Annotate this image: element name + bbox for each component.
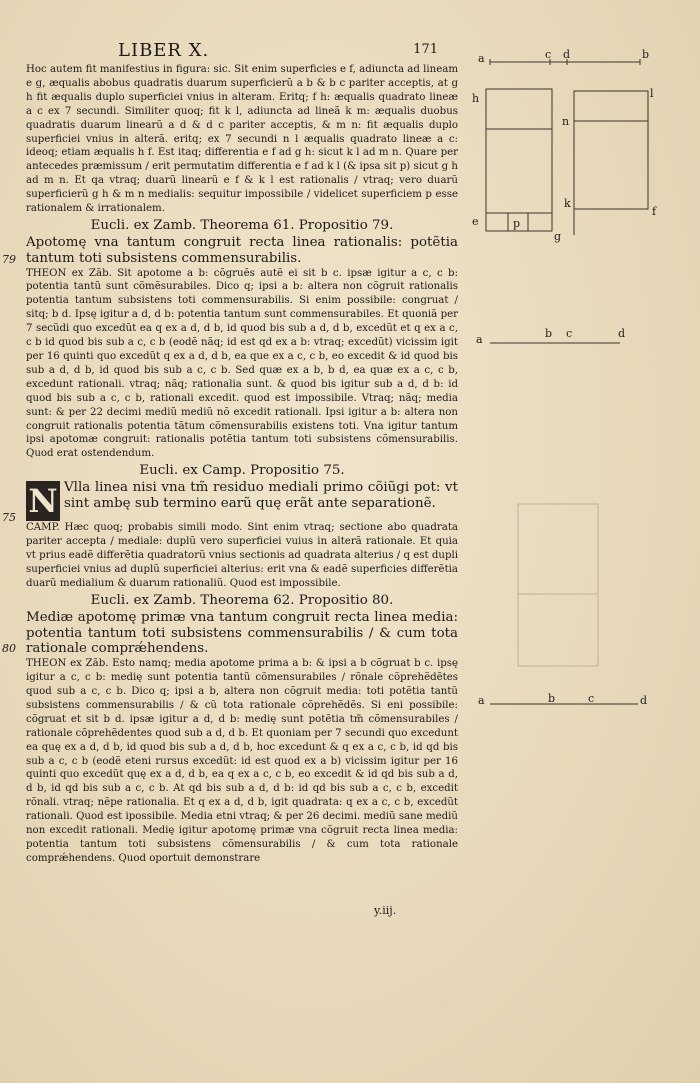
main-text-column [26, 63, 458, 866]
label-e: e [472, 215, 479, 228]
margin-number-75: 75 [2, 511, 16, 524]
figure-rectangles [470, 45, 690, 245]
campanus-commentary: CAMP. Hæc quoq; probabis simili modo. Sint enim vtraq; sectione abo quadrata pariter accepta / mediale: duplũ vero superficiei vuius in alterã rationale. Et quia vt prius eadẽ differẽtia quadratorũ vnius sectionis ad quadrata alterius / q est dupli superficiei vnius ad duplũ superficiei alterius: erit vna & eadẽ superficies differẽtia duarũ medialium & duarum rationaliũ. Quod est impossibile. [26, 522, 458, 589]
label-k: k [564, 197, 571, 210]
theon-proof-79: THEON ex Zãb. Sit apotome a b: cõgruẽs autẽ ei sit b c. ipsæ igitur a c, c b: potentia tantũ sunt cõmẽsurabiles. Dico q; ipsi a b: altera non cõgruit rationalis potentia tantum subsistens toti commensurabilis. Si enim possibile: congruat / sitq; b d. Ipsę igitur a d, d b: potentia tantum sunt commensurabiles. Et quoniã per 7 secũdi quo excedũt ea q ex a d, d b, id quod bis sub a d, d b, excedũt et q ex a c, c b id quod bis sub a c, c b (eodẽ nãq; id est qd ex a b: vtraq; excedũt) vicissim igit per 16 quinti quo excedũt q ex a d, d b, ea que ex a c, c b, eo excedit & id quod bis sub a d, d b, id quod bis sub a c, c b. Sed quæ ex a b, b d, ea quæ ex a c, c b, excedunt rationali. vtraq; nãq; rationalia sunt. & quod bis igitur sub a d, d b: id quod bis sub a c, c b, rationali excedit. quod est impossibile. Vtraq; nãq; media sunt: & per 22 decimi mediũ mediũ nõ excedit rationali. Ipsi igitur a b: altera non congruit rationalis potentia tãtum cõmensurabilis existens toti. Vna igitur tantum ipsi apotomæ congruit: rationalis potẽtia tantum toti subsistens cõmensurabilis. Quod erat ostendendum. [26, 267, 458, 460]
label-c-fig3: c [588, 692, 595, 705]
label-c: c [545, 48, 552, 61]
label-d-fig2: d [618, 327, 626, 340]
rect-kl [574, 91, 648, 209]
theon-proof-80: THEON ex Zãb. Esto namq; media apotome prima a b: & ipsi a b cõgruat b c. ipsę igitur a c, c b: medię sunt potentia tantũ cõmensurabiles / rõnale cõprehẽdẽtes quod sub a c, c b. Dico q; ipsi a b, altera non cõgruit media: toti potẽtia tantũ subsistens commensurabilis / & cũ tota rationale cõprehẽdẽs. Si eni possibile: cõgruat et sit b d. ipsæ igitur a d, d b: medię sunt potẽtia tm̃ cõmensurabiles / rationale cõprehẽdentes quod sub a d, d b. Et quoniam per 7 secundi quo excedunt ea quę ex a d, d b, id quod bis sub a d, d b, hoc excedunt & q ex a c, c b, id qd bis sub a c, c b (eodẽ eteni rursus excedũt: id est quod ex a b) vicissim igitur per 16 quinti quo excedũt quę ex a d, d b, ea q ex a c, c b, eo excedit & id qd bis sub a d, d b, id qd bis sub a c, c b. At qd bis sub a d, d b: id qd bis sub a c, c b, excedit rõnali. vtraq; nẽpe rationalia. Et q ex a d, d b, igit quadrata: q ex a c, c b, excedũt rationali. Quod est ipossibile. Media etni vtraq; & per 26 decimi. mediũ sane mediũ non excedit rationali. Medię igitur apotomę primæ vna cõgruit recta linea media: potentia tantum toti subsistens cõmensurabilis / & cum tota rationale comprǽhendens. Quod oportuit demonstrare [26, 658, 458, 864]
label-n: n [562, 115, 570, 128]
faint-rect-2 [518, 594, 598, 666]
label-d-fig3: d [640, 694, 648, 707]
proposition-79: Apotomę vna tantum congruit recta linea rationalis: potẽtia tantum toti subsistens commensurabilis. [26, 234, 458, 266]
margin-number-79: 79 [2, 253, 16, 266]
signature-mark: y.iij. [374, 904, 397, 917]
label-l: l [650, 87, 654, 100]
margin-number-80: 80 [2, 642, 16, 655]
label-b: b [642, 48, 650, 61]
running-head: LIBER X. [118, 40, 210, 61]
label-f: f [652, 205, 657, 218]
decorated-initial: N [26, 481, 60, 521]
label-a-fig2: a [476, 333, 483, 346]
label-d: d [563, 48, 571, 61]
label-p: p [513, 217, 521, 230]
label-a-fig3: a [478, 694, 485, 707]
figure-line-abcd-2 [470, 688, 690, 718]
label-b-fig2: b [545, 327, 553, 340]
page-header [118, 40, 478, 62]
figure-line-abcd-1 [470, 322, 690, 352]
heading-prop-80: Eucli. ex Zamb. Theorema 62. Propositio 80. [90, 592, 394, 608]
heading-prop-75: Eucli. ex Camp. Propositio 75. [139, 463, 345, 479]
figure-showthrough [470, 500, 690, 690]
label-b-fig3: b [548, 692, 556, 705]
proposition-80: Mediæ apotomę primæ vna tantum congruit recta linea media: potentia tantum toti subsistens commensurabilis / & cum tota rationale comprǽhendens. [26, 609, 458, 657]
paragraph-figure-explanation: Hoc autem fit manifestius in figura: sic. Sit enim superficies e f, adiuncta ad lineam e g, æqualis abobus quadratis duarum superficierũ a b & b c pariter acceptis, at g h fit æqualis duplo superficiei vnius in alteram. Eritq; f h: æqualis quadrato lineæ a c ex 7 secundi. Similiter quoq; fit k l, adiuncta ad lineã k m: æqualis duobus quadratis duarum linearũ a d & d c pariter acceptis, & m n: fit æqualis duplo superficiei vnius in alterã. eritq; ex 7 secundi n l æqualis quadrato lineæ a c: ideoq; etiam æqualis h f. Est itaq; differentia e f ad g h: sicut k l ad m n. Quare per antecedes præmissum / erit permutatim differentia e f ad k l (& ipsa sit p) sicut g h ad m n. Et qa vtraq; duarũ linearũ e f & k l est rationalis / vtraq; vero duarũ superficierũ g h & m n medialis: sequitur impossibile / videlicet superficiem p esse rationalem & irrationalem. [26, 64, 458, 215]
rect-ef [486, 89, 552, 231]
label-c-fig2: c [566, 327, 573, 340]
folio-number: 171 [413, 42, 438, 57]
label-a: a [478, 52, 485, 65]
heading-prop-79: Eucli. ex Zamb. Theorema 61. Propositio 79. [90, 217, 394, 233]
label-g: g [554, 230, 562, 243]
label-h: h [472, 92, 480, 105]
proposition-75 [26, 480, 458, 521]
proposition-75-text: Vlla linea nisi vna tm̃ residuo mediali primo cõiũgi pot: vt sint ambę sub termino earũ quę erãt ante separationẽ. [64, 480, 458, 512]
faint-rect-1 [518, 504, 598, 594]
